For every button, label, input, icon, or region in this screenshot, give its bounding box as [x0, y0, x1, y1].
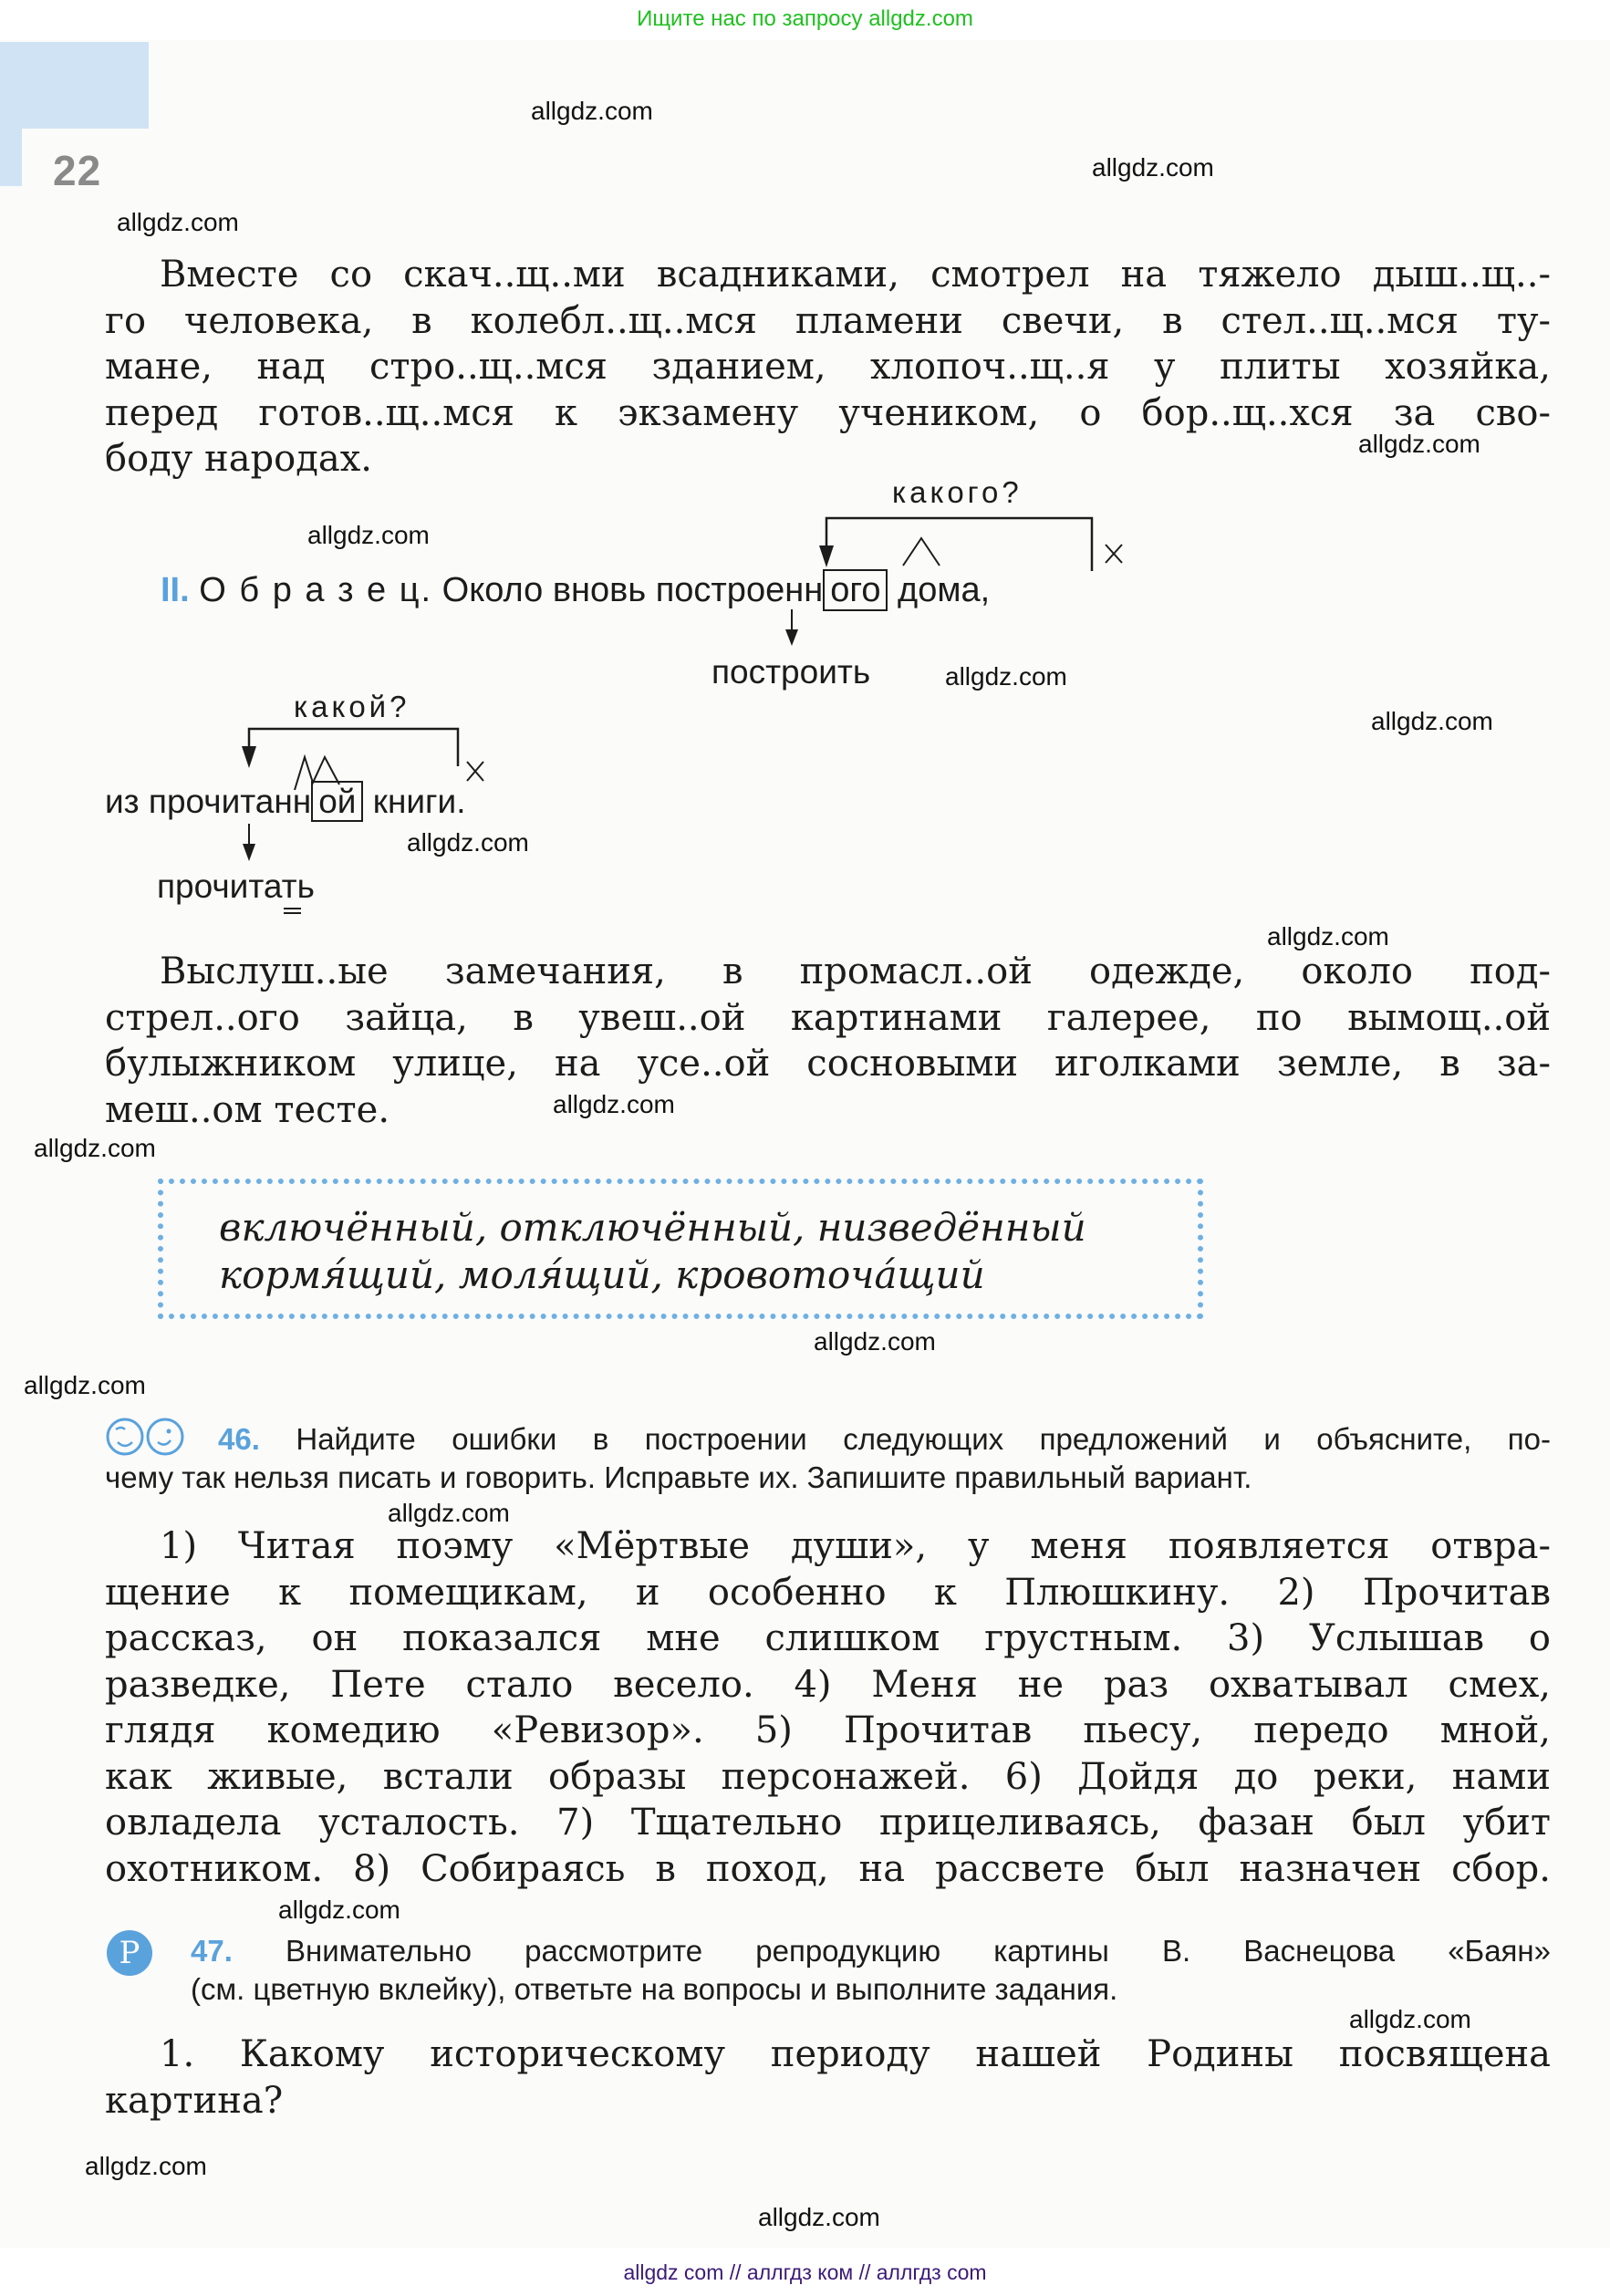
instruction-line	[105, 1420, 1551, 1459]
word-box-line-2: кормя́щий, моля́щий, кровоточа́щий	[219, 1252, 985, 1297]
text-line: разведке, Пете стало весело. 4) Меня не раз охватывал смех,	[105, 1663, 1551, 1706]
watermark-text: allgdz.com	[117, 208, 239, 236]
watermark-text: allgdz.com	[1267, 922, 1389, 951]
exercise-46-instruction	[105, 1420, 1551, 1497]
watermark-text: allgdz.com	[1371, 707, 1493, 735]
sample-phrase-start: Около вновь построенн	[441, 571, 824, 609]
word-box-line-1: включённый, отключённый, низведённый	[219, 1205, 1086, 1250]
instruction-line: чему так нельзя писать и говорить. Исправьте их. Запишите правильный вариант.	[105, 1460, 1252, 1494]
section-marker-ii: II.	[161, 571, 190, 609]
exercise-47-instruction	[105, 1932, 1551, 2009]
text-line: булыжником улице, на усе..ой сосновыми иголками земле, в за-	[105, 1043, 1551, 1085]
watermark-text: allgdz.com	[553, 1090, 675, 1118]
text-line: рассказ, он показался мне слишком грустным. 3) Услышав о	[105, 1617, 1551, 1659]
watermark-text: allgdz.com	[814, 1327, 936, 1356]
question-label-kakogo: какого?	[892, 475, 1023, 509]
text-line: Выслуш..ые замечания, в промасл..ой одежде, около под-	[160, 951, 1551, 992]
sample-noun-knigi: книги.	[372, 783, 466, 820]
word-box-content	[219, 1204, 1086, 1299]
sample-line	[161, 573, 990, 608]
watermark-text: allgdz.com	[85, 2152, 207, 2180]
text-line: Вместе со скач..щ..ми всадниками, смотрел на тяжело дыш..щ..-	[160, 254, 1551, 296]
text-line: 1. Какому историческому периоду нашей Родины посвящена	[160, 2033, 1551, 2075]
ending-box-ogo: ого	[823, 569, 888, 611]
text-line: как живые, встали образы персонажей. 6) Дойдя до реки, нами	[105, 1755, 1551, 1798]
instruction-text: Найдите ошибки в построении следующих предложений и объясните, по-	[296, 1422, 1552, 1456]
watermark-text: allgdz.com	[278, 1896, 400, 1924]
sample-label: О б р а з е ц.	[199, 571, 433, 609]
watermark-text: allgdz.com	[1349, 2005, 1471, 2033]
watermark-text: allgdz.com	[34, 1134, 156, 1162]
ending-box-oy: ой	[311, 781, 363, 822]
instruction-line	[105, 1932, 1551, 1970]
watermark-text: allgdz.com	[1358, 430, 1480, 458]
exercise-number-46: 46.	[218, 1422, 260, 1456]
text-line: охотником. 8) Собираясь в поход, на рассвете был назначен сбор.	[105, 1847, 1551, 1890]
rhetoric-badge-icon: Р	[107, 1930, 152, 1976]
text-line: боду народах.	[105, 438, 372, 480]
exercise-47-question	[105, 2031, 1551, 2124]
watermark-text: allgdz.com	[1092, 153, 1214, 182]
instruction-text: Внимательно рассмотрите репродукцию картины В. Васнецова «Баян»	[286, 1934, 1551, 1968]
question-label-kakoy: какой?	[294, 690, 410, 723]
text-line: го человека, в колебл..щ..мся пламени свечи, в стел..щ..мся ту-	[105, 299, 1551, 342]
text-line: перед готов..щ..мся к экзамену учеником, о бор..щ..хся за сво-	[105, 391, 1551, 434]
watermark-text: allgdz.com	[531, 97, 653, 125]
text-line: мане, над стро..щ..мся зданием, хлопоч..щ..я у плиты хозяйка,	[105, 346, 1551, 388]
text-line: меш..ом тесте.	[105, 1088, 390, 1131]
infinitive-postroit: построить	[712, 653, 871, 691]
text-line: 1) Читая поэму «Мёртвые души», у меня появляется отвра-	[160, 1525, 1551, 1567]
text-line: стрел..ого зайца, в увеш..ой картинами галерее, по вымощ..ой	[105, 996, 1551, 1039]
paragraph-participles-2	[105, 949, 1551, 1133]
watermark-text: allgdz.com	[307, 521, 430, 549]
text-line: картина?	[105, 2079, 284, 2122]
text-line: глядя комедию «Ревизор». 5) Прочитав пьесу, передо мной,	[105, 1709, 1551, 1751]
watermark-text: allgdz.com	[758, 2203, 880, 2231]
watermark-text: allgdz.com	[24, 1371, 146, 1399]
text-line: щение к помещикам, и особенно к Плюшкину. 2) Прочитав	[105, 1571, 1551, 1614]
exercise-46-text	[105, 1523, 1551, 1892]
instruction-line: (см. цветную вклейку), ответьте на вопросы и выполните задания.	[191, 1972, 1118, 2006]
page-number: 22	[53, 147, 102, 194]
watermark-text: allgdz.com	[388, 1499, 510, 1527]
watermark-text: allgdz.com	[945, 662, 1067, 691]
sample-phrase-2-start: из прочитанн	[105, 783, 312, 820]
sample-line-2	[105, 784, 465, 818]
infinitive-prochitat: прочитать	[157, 867, 315, 905]
watermark-text: allgdz.com	[407, 828, 529, 857]
exercise-number-47: 47.	[191, 1934, 233, 1968]
top-banner[interactable]: Ищите нас по запросу allgdz.com	[0, 0, 1610, 38]
footer-links[interactable]: allgdz com // аллгдз ком // аллгдз com	[0, 2249, 1610, 2296]
sample-noun-doma: дома,	[898, 571, 991, 609]
text-line: овладела усталость. 7) Тщательно прицеливаясь, фазан был убит	[105, 1802, 1551, 1844]
